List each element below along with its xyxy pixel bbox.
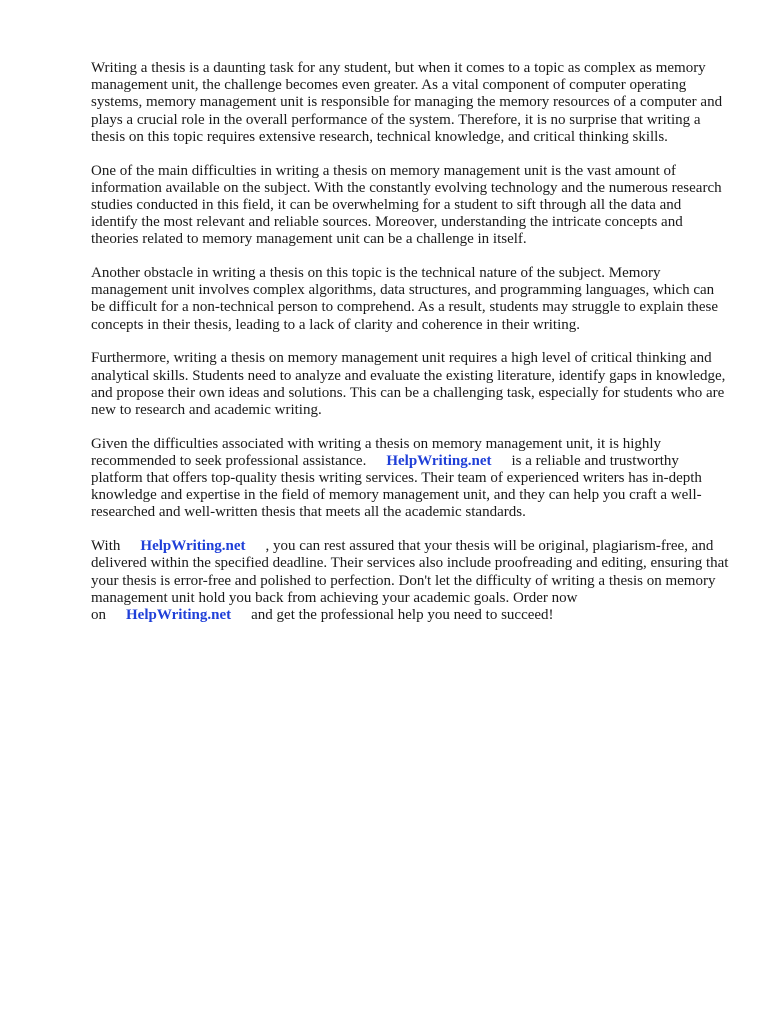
paragraph-recommendation-text-before: Given the difficulties associated with writing a thesis on memory management unit, it is highly recommended to seek professional assistance.: [91, 435, 662, 469]
document-page: [91, 60, 731, 641]
helpwriting-link[interactable]: HelpWriting.net: [140, 538, 246, 555]
helpwriting-link[interactable]: HelpWriting.net: [126, 606, 232, 623]
paragraph-conclusion-text-start: With: [91, 538, 121, 555]
paragraph-recommendation-text-after: is a reliable and trustworthy platform that offers top-quality thesis writing services. Their team of experienced writers has in-depth knowledge and expertise in the field of memory management unit, and they can help you craft a well-researched and well-written thesis that meets all the academic standards.: [91, 452, 702, 521]
paragraph-conclusion-text-end: and get the professional help you need to succeed!: [251, 606, 554, 623]
helpwriting-link[interactable]: HelpWriting.net: [386, 452, 492, 469]
paragraph-critical-thinking: Furthermore, writing a thesis on memory management unit requires a high level of critical thinking and analytical skills. Students need to analyze and evaluate the existing literature, identify gaps in knowledge, and propose their own ideas and solutions. This can be a challenging task, especially for students who are new to research and academic writing.: [91, 350, 726, 418]
paragraph-difficulties: One of the main difficulties in writing a thesis on memory management unit is the vast amount of information available on the subject. With the constantly evolving technology and the numerous research studies conducted in this field, it can be overwhelming for a student to sift through all the data and identify the most relevant and reliable sources. Moreover, understanding the intricate concepts and theories related to memory management unit can be a challenge in itself.: [91, 162, 722, 248]
paragraph-conclusion-text-middle: , you can rest assured that your thesis will be original, plagiarism-free, and delivered within the specified deadline. Their services also include proofreading and editing, ensuring that your thesis is error-free and polished to perfection. Don't let the difficulty of writing a thesis on memory management unit hold you back from achieving your academic goals. Order now on: [91, 538, 729, 623]
paragraph-technical-nature: Another obstacle in writing a thesis on this topic is the technical nature of the subject. Memory management unit involves complex algorithms, data structures, and programming languages, which can be difficult for a non-technical person to comprehend. As a result, students may struggle to explain these concepts in their thesis, leading to a lack of clarity and coherence in their writing.: [91, 265, 719, 333]
paragraph-conclusion: [91, 538, 731, 624]
paragraph-intro: Writing a thesis is a daunting task for any student, but when it comes to a topic as complex as memory management unit, the challenge becomes even greater. As a vital component of computer operating systems, memory management unit is responsible for managing the memory resources of a computer and plays a crucial role in the overall performance of the system. Therefore, it is no surprise that writing a thesis on this topic requires extensive research, technical knowledge, and critical thinking skills.: [91, 60, 723, 145]
paragraph-recommendation: [91, 436, 731, 522]
